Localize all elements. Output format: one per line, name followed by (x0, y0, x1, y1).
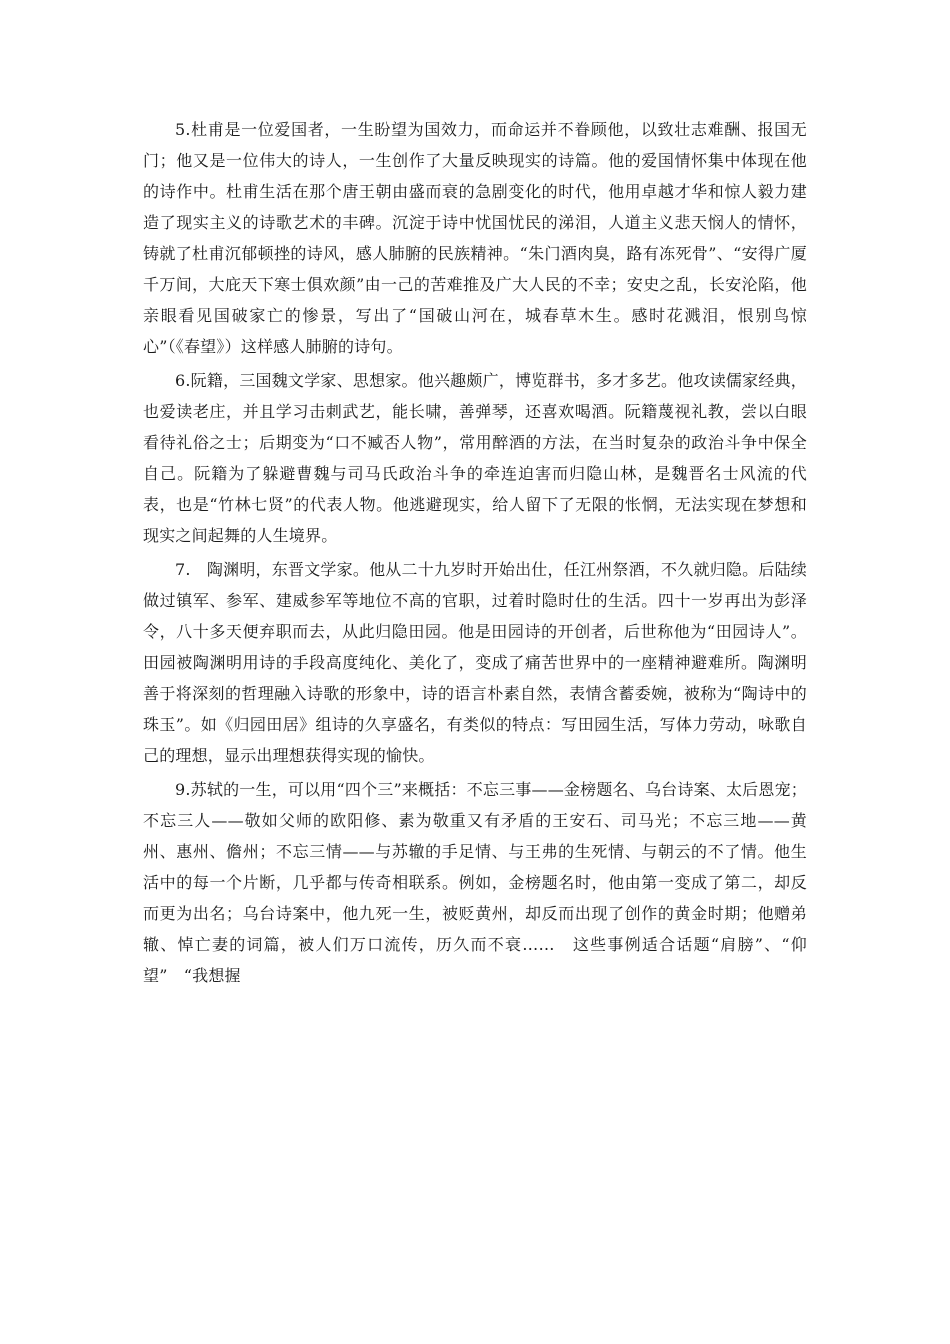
paragraph-tao-yuanming: 7. 陶渊明，东晋文学家。他从二十九岁时开始出仕，任江州祭酒，不久就归隐。后陆续做过镇军、参军、建威参军等地位不高的官职，过着时隐时仕的生活。四十一岁再出为彭泽令，八十多天便弃职而去，从此归隐田园。他是田园诗的开创者，后世称他为“田园诗人”。田园被陶渊明用诗的手段高度纯化、美化了，变成了痛苦世界中的一座精神避难所。陶渊明善于将深刻的哲理融入诗歌的形象中，诗的语言朴素自然，表情含蓄委婉，被称为“陶诗中的珠玉”。如《归园田居》组诗的久享盛名，有类似的特点：写田园生活，写体力劳动，咏歌自己的理想，显示出理想获得实现的愉快。 (143, 560, 807, 765)
paragraph-su-shi: 9.苏轼的一生，可以用“四个三”来概括：不忘三事——金榜题名、乌台诗案、太后恩宠；不忘三人——敬如父师的欧阳修、素为敬重又有矛盾的王安石、司马光；不忘三地——黄州、惠州、儋州；不忘三情——与苏辙的手足情、与王弗的生死情、与朝云的不了情。他生活中的每一个片断，几乎都与传奇相联系。例如，金榜题名时，他由第一变成了第二，却反而更为出名；乌台诗案中，他九死一生，被贬黄州，却反而出现了创作的黄金时期；他赠弟辙、悼亡妻的词篇，被人们万口流传，历久而不衰…… 这些事例适合话题“肩膀”、“仰望” “我想握 (143, 780, 807, 985)
paragraph-du-fu: 5.杜甫是一位爱国者，一生盼望为国效力，而命运并不眷顾他，以致壮志难酬、报国无门；他又是一位伟大的诗人，一生创作了大量反映现实的诗篇。他的爱国情怀集中体现在他的诗作中。杜甫生活在那个唐王朝由盛而衰的急剧变化的时代，他用卓越才华和惊人毅力建造了现实主义的诗歌艺术的丰碑。沉淀于诗中忧国忧民的涕泪，人道主义悲天悯人的情怀，铸就了杜甫沉郁顿挫的诗风，感人肺腑的民族精神。“朱门酒肉臭，路有冻死骨”、“安得广厦千万间，大庇天下寒士俱欢颜”由一己的苦难推及广大人民的不幸；安史之乱，长安沦陷，他亲眼看见国破家亡的惨景，写出了“国破山河在，城春草木生。感时花溅泪，恨别鸟惊心”（《春望》）这样感人肺腑的诗句。 (143, 120, 807, 356)
paragraph-ruan-ji: 6.阮籍，三国魏文学家、思想家。他兴趣颇广，博览群书，多才多艺。他攻读儒家经典，也爱读老庄，并且学习击刺武艺，能长啸，善弹琴，还喜欢喝酒。阮籍蔑视礼教，尝以白眼看待礼俗之士；后期变为“口不臧否人物”，常用醉酒的方法，在当时复杂的政治斗争中保全自己。阮籍为了躲避曹魏与司马氏政治斗争的牵连迫害而归隐山林，是魏晋名士风流的代表，也是“竹林七贤”的代表人物。他逃避现实，给人留下了无限的怅惘，无法实现在梦想和现实之间起舞的人生境界。 (143, 371, 807, 545)
document-page (143, 114, 807, 991)
